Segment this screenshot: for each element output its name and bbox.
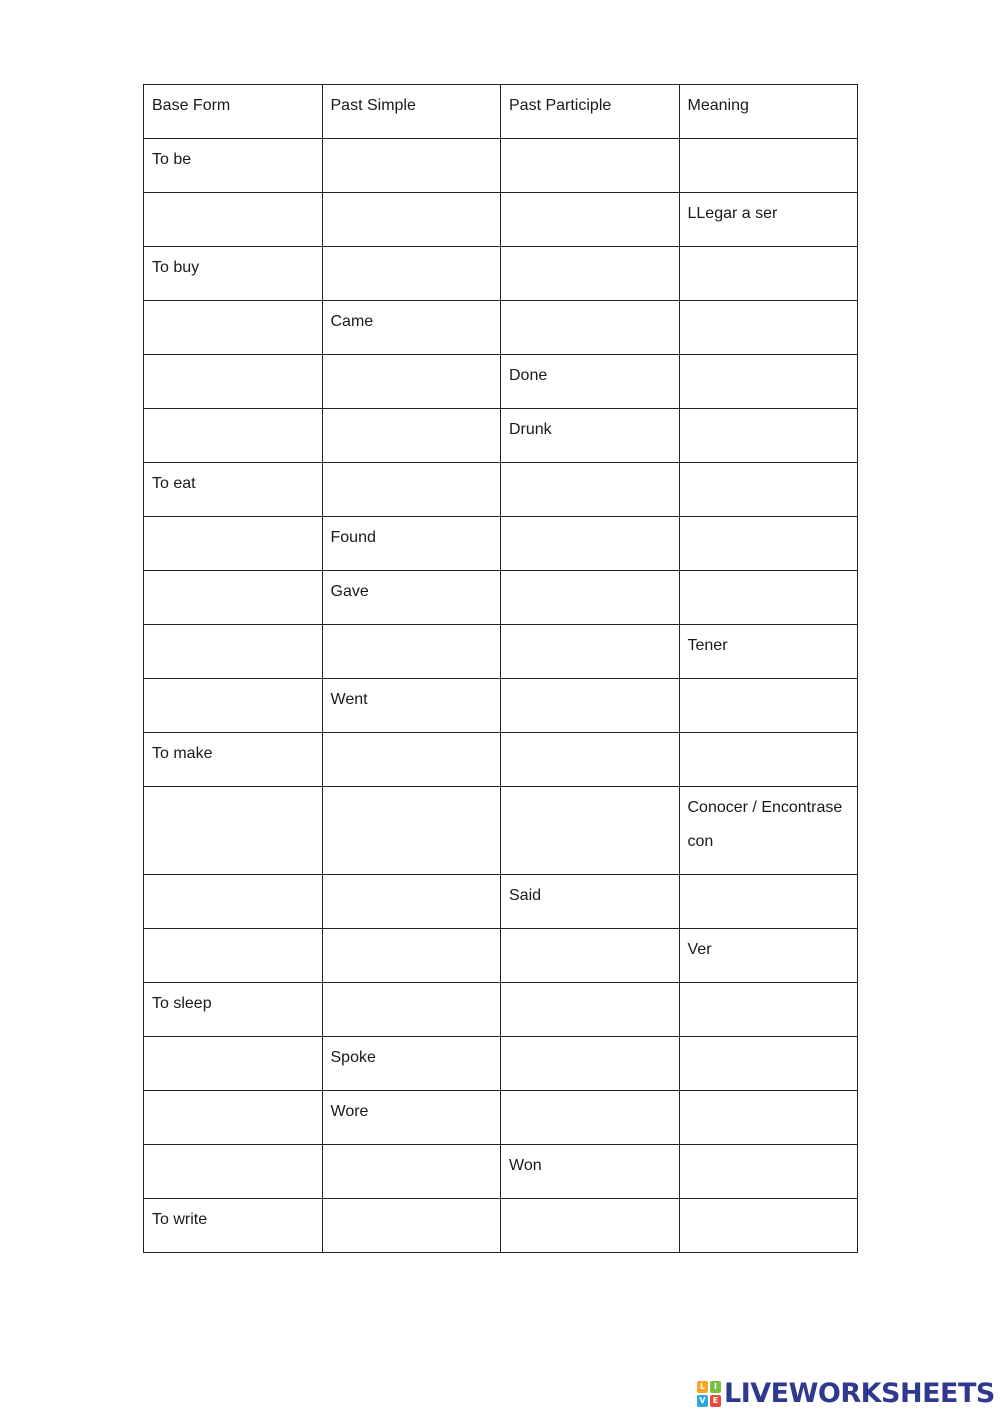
cell-past-participle [501,1145,680,1199]
answer-cell-meaning[interactable] [679,1145,858,1199]
header-past-participle: Past Participle [501,85,680,139]
cell-text: LLegar a ser [687,205,778,222]
answer-cell-base-form[interactable] [144,517,323,571]
answer-cell-past-participle[interactable] [501,929,680,983]
cell-text: To eat [152,475,196,492]
answer-input[interactable] [509,787,671,874]
liveworksheets-logo [697,1378,995,1410]
answer-cell-past-simple[interactable] [322,463,501,517]
answer-cell-past-participle[interactable] [501,301,680,355]
answer-input[interactable] [509,733,671,786]
header-past-simple: Past Simple [322,85,501,139]
answer-input[interactable] [331,139,493,192]
table-row [144,247,858,301]
answer-cell-past-participle[interactable] [501,1091,680,1145]
table-row [144,983,858,1037]
table-row [144,409,858,463]
answer-input[interactable] [509,1037,671,1090]
table-row [144,1199,858,1253]
answer-cell-past-participle[interactable] [501,139,680,193]
answer-cell-past-participle[interactable] [501,625,680,679]
cell-text: To be [152,151,192,168]
cell-past-simple [322,1037,501,1091]
cell-text: Tener [687,637,728,654]
answer-input[interactable] [688,301,850,354]
answer-cell-past-participle[interactable] [501,517,680,571]
answer-input[interactable] [509,929,671,982]
cell-text: To make [152,745,213,762]
answer-input[interactable] [152,517,314,570]
answer-cell-past-participle[interactable] [501,983,680,1037]
answer-cell-meaning[interactable] [679,517,858,571]
table-row [144,193,858,247]
answer-cell-meaning[interactable] [679,571,858,625]
answer-cell-meaning[interactable] [679,301,858,355]
answer-input[interactable] [509,571,671,624]
table-row [144,787,858,875]
answer-input[interactable] [152,625,314,678]
answer-cell-past-simple[interactable] [322,355,501,409]
answer-cell-past-participle[interactable] [501,463,680,517]
answer-cell-past-simple[interactable] [322,625,501,679]
answer-cell-base-form[interactable] [144,301,323,355]
answer-cell-past-simple[interactable] [322,875,501,929]
answer-cell-base-form[interactable] [144,355,323,409]
cell-past-simple [322,679,501,733]
cell-base-form [144,463,323,517]
table-header [144,85,858,139]
answer-input[interactable] [688,571,850,624]
answer-cell-base-form[interactable] [144,1145,323,1199]
answer-input[interactable] [331,1199,493,1252]
answer-input[interactable] [331,463,493,516]
table-row [144,517,858,571]
cell-text: Drunk [509,421,552,438]
answer-cell-base-form[interactable] [144,875,323,929]
answer-input[interactable] [152,679,314,732]
answer-cell-past-simple[interactable] [322,983,501,1037]
cell-text: Won [509,1157,542,1174]
cell-base-form [144,247,323,301]
answer-cell-past-simple[interactable] [322,193,501,247]
answer-input[interactable] [509,983,671,1036]
cell-text: To sleep [152,995,212,1012]
cell-text: Done [509,367,548,384]
table-row [144,929,858,983]
cell-meaning [679,929,858,983]
answer-input[interactable] [331,983,493,1036]
answer-cell-meaning[interactable] [679,1037,858,1091]
cell-meaning [679,193,858,247]
cell-text: Gave [330,583,369,600]
answer-cell-base-form[interactable] [144,1037,323,1091]
answer-input[interactable] [509,301,671,354]
answer-input[interactable] [509,679,671,732]
answer-input[interactable] [152,301,314,354]
answer-cell-meaning[interactable] [679,409,858,463]
header-meaning: Meaning [679,85,858,139]
answer-cell-meaning[interactable] [679,1199,858,1253]
table-row [144,301,858,355]
answer-cell-meaning[interactable] [679,139,858,193]
answer-input[interactable] [688,247,850,300]
answer-cell-past-simple[interactable] [322,929,501,983]
answer-cell-past-simple[interactable] [322,733,501,787]
table-row [144,733,858,787]
answer-input[interactable] [688,1091,850,1144]
table-row [144,139,858,193]
answer-input[interactable] [509,463,671,516]
cell-text: Ver [687,941,712,958]
cell-base-form [144,139,323,193]
answer-input[interactable] [331,1145,493,1198]
answer-cell-past-simple[interactable] [322,247,501,301]
answer-input[interactable] [152,1091,314,1144]
answer-cell-past-participle[interactable] [501,1199,680,1253]
cell-past-simple [322,517,501,571]
logo-mark-tile: V [697,1395,708,1407]
cell-text: Conocer / Encontrase con [687,799,843,850]
answer-cell-meaning[interactable] [679,983,858,1037]
logo-mark-tile: L [697,1381,708,1393]
answer-input[interactable] [688,409,850,462]
cell-text: Went [330,691,368,708]
answer-cell-meaning[interactable] [679,463,858,517]
answer-input[interactable] [152,355,314,408]
answer-input[interactable] [152,409,314,462]
answer-input[interactable] [688,517,850,570]
answer-input[interactable] [331,875,493,928]
answer-input[interactable] [152,875,314,928]
cell-text: To write [152,1211,208,1228]
answer-cell-base-form[interactable] [144,679,323,733]
answer-input[interactable] [688,679,850,732]
answer-input[interactable] [331,193,493,246]
answer-input[interactable] [331,787,493,874]
answer-input[interactable] [331,929,493,982]
cell-meaning [679,625,858,679]
answer-input[interactable] [152,1145,314,1198]
table-row [144,463,858,517]
table-row [144,1145,858,1199]
answer-input[interactable] [152,193,314,246]
answer-cell-base-form[interactable] [144,787,323,875]
table-row [144,679,858,733]
irregular-verbs-table [143,84,858,1253]
answer-cell-past-participle[interactable] [501,1037,680,1091]
answer-input[interactable] [331,733,493,786]
answer-cell-base-form[interactable] [144,1091,323,1145]
answer-input[interactable] [152,929,314,982]
table-row [144,875,858,929]
logo-mark-icon [697,1381,721,1407]
answer-cell-past-simple[interactable] [322,1199,501,1253]
cell-past-participle [501,875,680,929]
answer-cell-past-simple[interactable] [322,409,501,463]
answer-input[interactable] [688,463,850,516]
answer-input[interactable] [688,355,850,408]
cell-past-participle [501,355,680,409]
cell-meaning [679,787,858,875]
table-body [144,139,858,1253]
cell-text: Spoke [330,1049,376,1066]
header-base-form: Base Form [144,85,323,139]
answer-cell-past-participle[interactable] [501,247,680,301]
answer-input[interactable] [509,193,671,246]
answer-input[interactable] [688,733,850,786]
answer-input[interactable] [331,355,493,408]
answer-input[interactable] [509,517,671,570]
header-row [144,85,858,139]
answer-input[interactable] [331,625,493,678]
table-row [144,1037,858,1091]
cell-past-participle [501,409,680,463]
answer-cell-base-form[interactable] [144,571,323,625]
cell-text: To buy [152,259,200,276]
answer-cell-meaning[interactable] [679,355,858,409]
cell-text: Wore [330,1103,369,1120]
answer-input[interactable] [152,1037,314,1090]
cell-text: Said [509,887,542,904]
cell-base-form [144,733,323,787]
cell-past-simple [322,1091,501,1145]
answer-cell-meaning[interactable] [679,733,858,787]
answer-input[interactable] [509,625,671,678]
answer-input[interactable] [688,139,850,192]
answer-input[interactable] [509,1091,671,1144]
answer-input[interactable] [152,787,314,874]
answer-cell-base-form[interactable] [144,409,323,463]
table-row [144,355,858,409]
answer-cell-meaning[interactable] [679,247,858,301]
cell-past-simple [322,571,501,625]
logo-text: LIVEWORKSHEETS [724,1378,995,1409]
cell-text: Found [330,529,376,546]
table-row [144,1091,858,1145]
answer-cell-meaning[interactable] [679,875,858,929]
answer-cell-meaning[interactable] [679,1091,858,1145]
answer-cell-past-participle[interactable] [501,679,680,733]
answer-cell-past-simple[interactable] [322,139,501,193]
answer-cell-base-form[interactable] [144,625,323,679]
table-row [144,625,858,679]
answer-cell-past-simple[interactable] [322,1145,501,1199]
cell-base-form [144,983,323,1037]
answer-input[interactable] [688,1145,850,1198]
answer-cell-past-participle[interactable] [501,193,680,247]
answer-input[interactable] [688,1199,850,1252]
cell-text: Came [330,313,374,330]
answer-input[interactable] [152,571,314,624]
answer-cell-base-form[interactable] [144,193,323,247]
table-row [144,571,858,625]
answer-input[interactable] [331,409,493,462]
answer-cell-past-simple[interactable] [322,787,501,875]
answer-input[interactable] [688,875,850,928]
answer-cell-base-form[interactable] [144,929,323,983]
answer-cell-past-participle[interactable] [501,787,680,875]
answer-input[interactable] [688,1037,850,1090]
cell-past-simple [322,301,501,355]
logo-mark-tile: E [710,1395,721,1407]
answer-cell-past-participle[interactable] [501,733,680,787]
answer-input[interactable] [509,139,671,192]
answer-input[interactable] [688,983,850,1036]
answer-input[interactable] [509,1199,671,1252]
answer-input[interactable] [331,247,493,300]
cell-base-form [144,1199,323,1253]
logo-mark-tile: I [710,1381,721,1393]
answer-input[interactable] [509,247,671,300]
answer-cell-meaning[interactable] [679,679,858,733]
answer-cell-past-participle[interactable] [501,571,680,625]
